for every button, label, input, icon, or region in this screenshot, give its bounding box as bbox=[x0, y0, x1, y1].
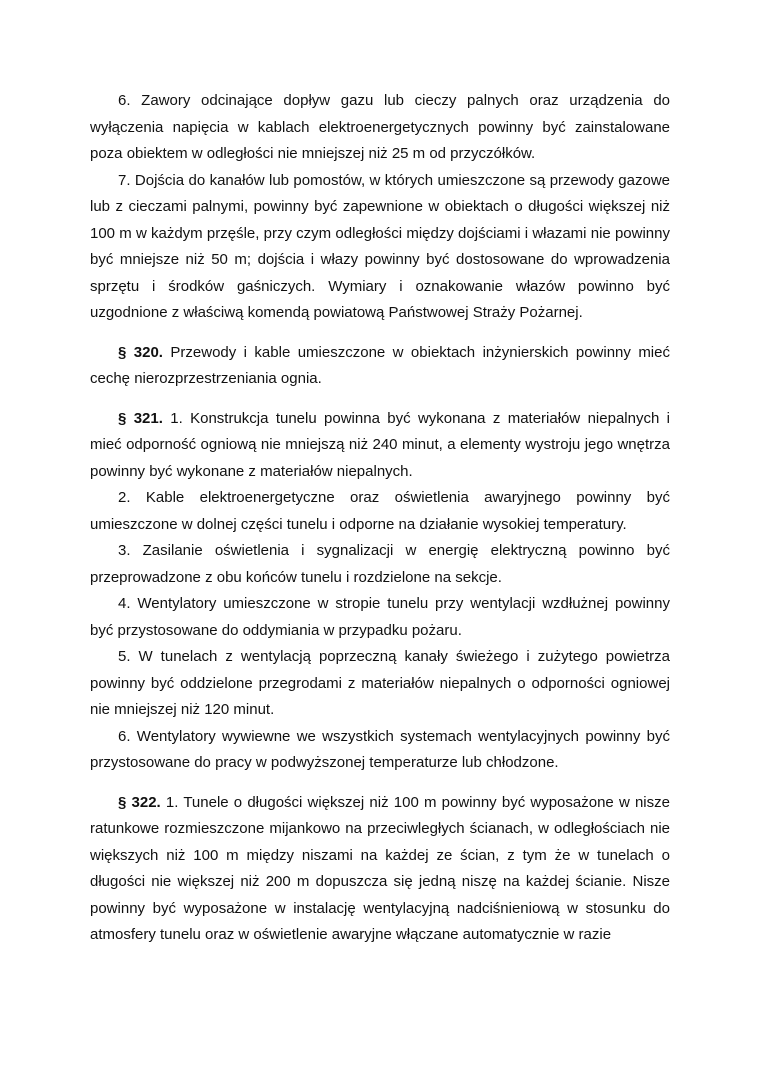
section-number: § 322. bbox=[118, 793, 161, 811]
paragraph-valves: 6. Zawory odcinające dopływ gazu lub cieczy palnych oraz urządzenia do wyłączenia napięcia w kablach elektroenergetycznych powinny być zainstalowane poza obiektem w odległości nie mniejszej niż 25 m od przyczółków. bbox=[90, 92, 670, 162]
section-321 bbox=[90, 406, 670, 486]
paragraph-exhaust-fans: 6. Wentylatory wywiewne we wszystkich systemach wentylacyjnych powinny być przystosowane do pracy w podwyższonej temperaturze lub chłodzone. bbox=[90, 727, 670, 771]
paragraph-access-points: 7. Dojścia do kanałów lub pomostów, w których umieszczone są przewody gazowe lub z cieczami palnymi, powinny być zapewnione w obiektach o długości większej niż 100 m w każdym przęśle, przy czym odległości między dojściami i włazami nie powinny być mniejsze niż 50 m; dojścia i włazy powinny być dostosowane do wprowadzenia sprzętu i środków gaśniczych. Wymiary i oznakowanie włazów powinno być uzgodnione z właściwą komendą powiatową Państwowej Straży Pożarnej. bbox=[90, 171, 670, 321]
section-text: Przewody i kable umieszczone w obiektach inżynierskich powinny mieć cechę nierozprzestrzeniania ognia. bbox=[90, 343, 670, 387]
document-page bbox=[90, 88, 670, 949]
section-322 bbox=[90, 790, 670, 949]
paragraph-cables: 2. Kable elektroenergetyczne oraz oświetlenia awaryjnego powinny być umieszczone w dolnej części tunelu i odporne na działanie wysokiej temperatury. bbox=[90, 489, 670, 533]
paragraph-fans-ceiling: 4. Wentylatory umieszczone w stropie tunelu przy wentylacji wzdłużnej powinny być przystosowane do oddymiania w przypadku pożaru. bbox=[90, 595, 670, 639]
paragraph-power-supply: 3. Zasilanie oświetlenia i sygnalizacji w energię elektryczną powinno być przeprowadzone z obu końców tunelu i rozdzielone na sekcje. bbox=[90, 542, 670, 586]
section-number: § 321. bbox=[118, 409, 163, 427]
paragraph-transverse-ventilation: 5. W tunelach z wentylacją poprzeczną kanały świeżego i zużytego powietrza powinny być oddzielone przegrodami z materiałów niepalnych o odporności ogniowej nie mniejszej niż 120 minut. bbox=[90, 648, 670, 718]
section-number: § 320. bbox=[118, 343, 163, 361]
section-text: 1. Tunele o długości większej niż 100 m powinny być wyposażone w nisze ratunkowe rozmieszczone mijankowo na przeciwległych ścianach, w odległościach nie większych niż 100 m między niszami na każdej ze ścian, z tym że w tunelach o długości nie większej niż 200 m dopuszcza się jedną niszę na każdej ścianie. Nisze powinny być wyposażone w instalację wentylacyjną nadciśnieniową w stosunku do atmosfery tunelu oraz w oświetlenie awaryjne włączane automatycznie w razie bbox=[90, 793, 670, 943]
section-320 bbox=[90, 340, 670, 393]
section-text: 1. Konstrukcja tunelu powinna być wykonana z materiałów niepalnych i mieć odporność ogniową nie mniejszą niż 240 minut, a elementy wystroju jego wnętrza powinny być wykonane z materiałów niepalnych. bbox=[90, 409, 670, 480]
